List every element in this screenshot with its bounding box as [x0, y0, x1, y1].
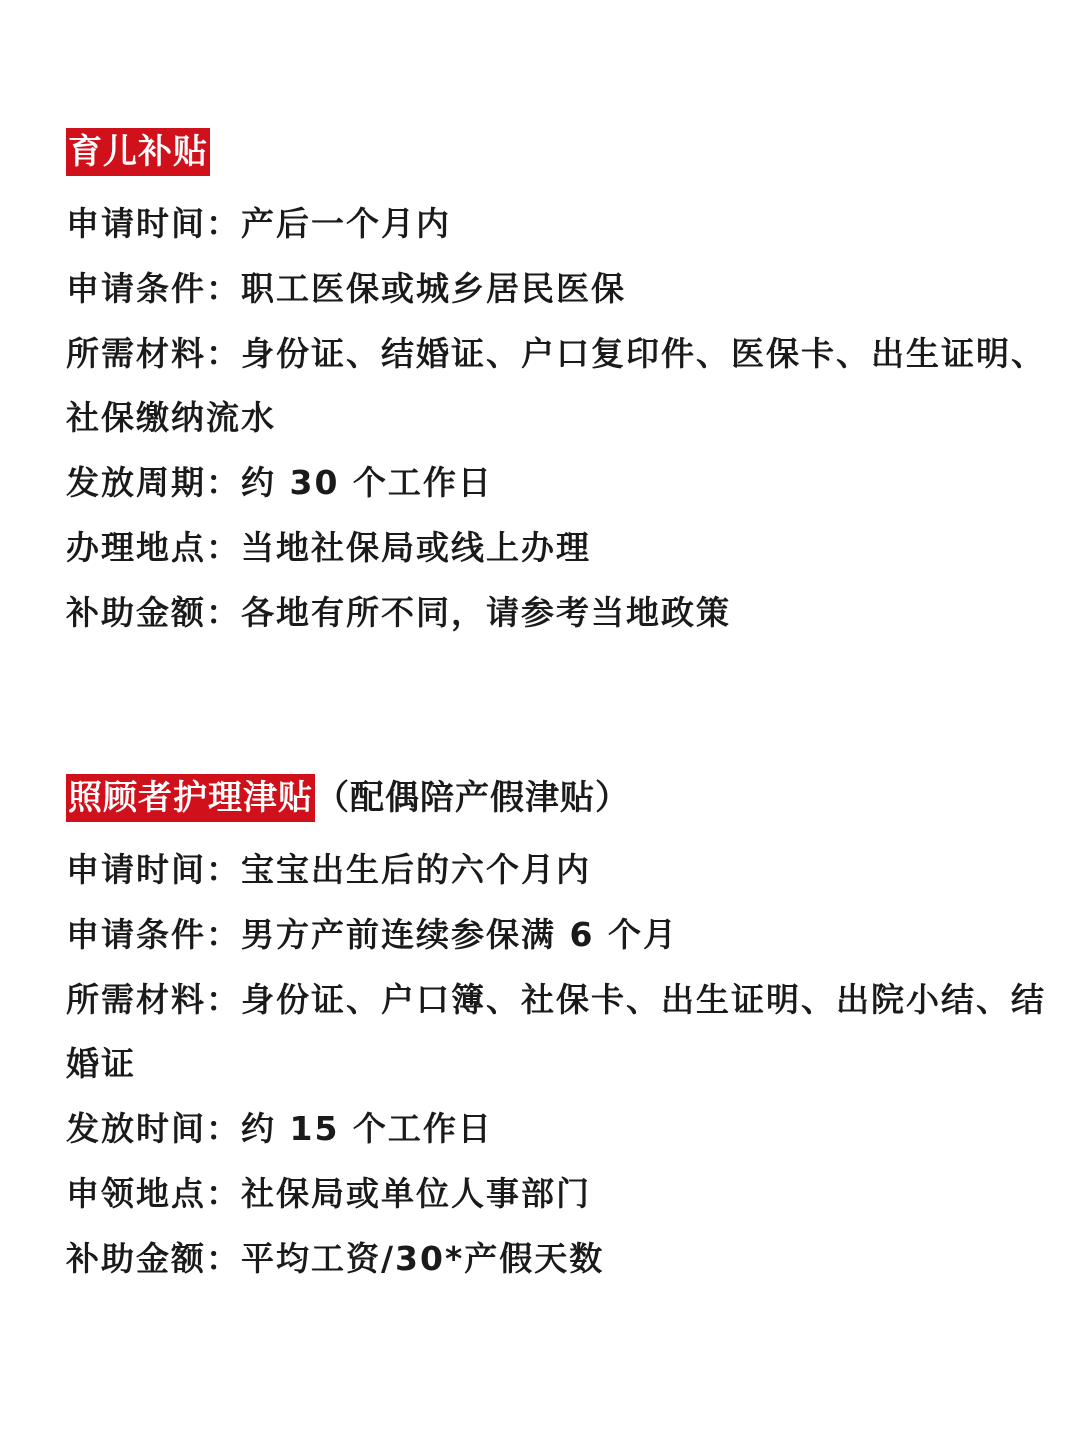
row-value: 身份证、户口簿、社保卡、出生证明、出院小结、结婚证 — [66, 979, 1046, 1084]
row-value: 宝宝出生后的六个月内 — [241, 850, 591, 889]
row-amount — [66, 1227, 1046, 1292]
row-value: 产后一个月内 — [241, 204, 451, 243]
section-title-tag: 育儿补贴 — [66, 128, 210, 176]
row-apply-time — [66, 192, 1046, 257]
row-value: 各地有所不同，请参考当地政策 — [241, 592, 731, 632]
row-payout-time — [66, 1097, 1046, 1162]
row-label: 所需材料： — [66, 979, 241, 1019]
section-caregiver-allowance — [66, 772, 1046, 1292]
row-required-materials — [66, 322, 1046, 452]
row-value: 约 15 个工作日 — [241, 1109, 493, 1149]
row-value: 平均工资/30*产假天数 — [241, 1238, 605, 1278]
row-value: 职工医保或城乡居民医保 — [241, 268, 626, 308]
row-value: 社保局或单位人事部门 — [241, 1173, 591, 1213]
row-amount — [66, 581, 1046, 646]
section-heading — [66, 772, 1046, 824]
row-apply-conditions — [66, 257, 1046, 322]
row-apply-time — [66, 838, 1046, 903]
row-payout-period — [66, 451, 1046, 516]
row-required-materials — [66, 968, 1046, 1098]
row-value: 约 30 个工作日 — [241, 463, 493, 503]
row-apply-conditions — [66, 903, 1046, 968]
row-label: 补助金额： — [66, 592, 241, 632]
row-label: 发放时间： — [66, 1109, 241, 1149]
row-value: 当地社保局或线上办理 — [241, 527, 591, 567]
row-label: 申请条件： — [66, 268, 241, 308]
row-value: 身份证、结婚证、户口复印件、医保卡、出生证明、社保缴纳流水 — [66, 333, 1046, 438]
row-label: 申请时间： — [66, 204, 241, 243]
row-location — [66, 516, 1046, 581]
section-childcare-subsidy — [66, 126, 1046, 646]
row-location — [66, 1162, 1046, 1227]
section-title-tag: 照顾者护理津贴 — [66, 774, 315, 822]
row-label: 发放周期： — [66, 463, 241, 503]
section-rows — [66, 192, 1046, 646]
row-label: 补助金额： — [66, 1238, 241, 1278]
section-heading — [66, 126, 1046, 178]
row-label: 申领地点： — [66, 1173, 241, 1213]
section-rows — [66, 838, 1046, 1292]
row-label: 办理地点： — [66, 527, 241, 567]
section-title-suffix: （配偶陪产假津贴） — [315, 778, 630, 818]
row-label: 申请时间： — [66, 850, 241, 889]
row-label: 所需材料： — [66, 333, 241, 373]
row-label: 申请条件： — [66, 914, 241, 954]
row-value: 男方产前连续参保满 6 个月 — [241, 914, 678, 954]
